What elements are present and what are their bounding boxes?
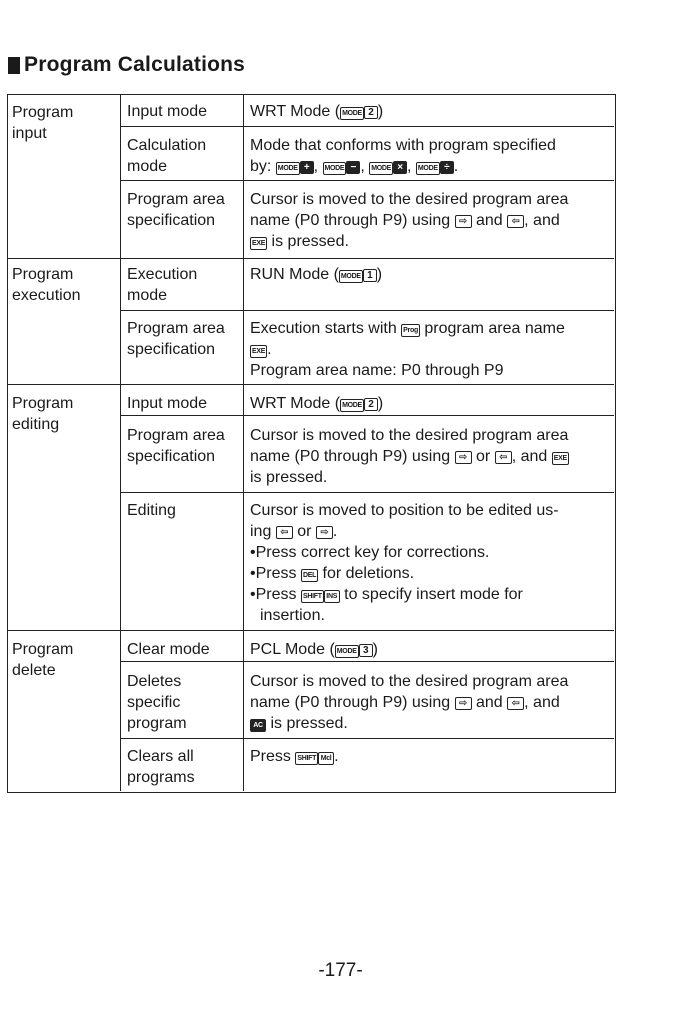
page-title bbox=[8, 53, 245, 77]
plus-key-icon: + bbox=[300, 161, 314, 174]
section-divider bbox=[8, 258, 614, 259]
left-arrow-key-icon: ⇦ bbox=[276, 526, 293, 539]
mode-key-icon: MODE bbox=[340, 107, 364, 120]
column-divider-2 bbox=[243, 95, 244, 791]
page-title-text: Program Calculations bbox=[24, 53, 246, 76]
mode-key-icon: MODE bbox=[276, 162, 300, 175]
right-arrow-key-icon: ⇨ bbox=[316, 526, 333, 539]
del-key-icon: DEL bbox=[301, 569, 318, 582]
mode-key-icon: MODE bbox=[323, 162, 347, 175]
key-2-icon: 2 bbox=[364, 106, 378, 119]
left-arrow-key-icon: ⇦ bbox=[507, 697, 524, 710]
row-divider bbox=[120, 126, 614, 127]
mode-key-icon: MODE bbox=[335, 645, 359, 658]
section-divider bbox=[8, 630, 614, 631]
mode-deletes-specific-program: Deletes specific program bbox=[127, 673, 187, 732]
desc-wrt-mode: WRT Mode ( MODE 2 ) bbox=[250, 103, 384, 120]
mode-key-icon: MODE bbox=[416, 162, 440, 175]
mode-execution-mode: Execution mode bbox=[127, 266, 198, 304]
row-divider bbox=[120, 661, 614, 662]
mode-program-area-spec-edit: Program area specification bbox=[127, 427, 225, 465]
section-label-program-editing: Program editing bbox=[12, 395, 74, 433]
mode-clear-mode: Clear mode bbox=[127, 641, 210, 658]
exe-key-icon: EXE bbox=[250, 345, 267, 358]
mode-program-area-spec: Program area specification bbox=[127, 191, 225, 229]
desc-program-area-spec: Cursor is moved to the desired program area name (P0 through P9) using ⇨ and ⇦ , and EXE is pressed. bbox=[250, 191, 569, 250]
row-divider bbox=[120, 738, 614, 739]
times-key-icon: × bbox=[393, 161, 407, 174]
desc-wrt-mode-edit: WRT Mode ( MODE 2 ) bbox=[250, 395, 384, 412]
title-bullet-icon bbox=[8, 57, 20, 74]
left-arrow-key-icon: ⇦ bbox=[507, 215, 524, 228]
exe-key-icon: EXE bbox=[250, 237, 267, 250]
exe-key-icon: EXE bbox=[552, 452, 569, 465]
shift-key-icon: SHIFT bbox=[301, 590, 324, 603]
mode-editing: Editing bbox=[127, 502, 176, 519]
key-2-icon: 2 bbox=[364, 398, 378, 411]
desc-clears-all-programs: Press SHIFT Mcl . bbox=[250, 748, 339, 765]
mode-key-icon: MODE bbox=[339, 270, 363, 283]
desc-calculation-mode: Mode that conforms with program specified by: MODE + , MODE − , MODE × , MODE ÷ . bbox=[250, 137, 556, 175]
program-calculations-table bbox=[7, 94, 616, 793]
key-3-icon: 3 bbox=[359, 644, 373, 657]
section-label-program-delete: Program delete bbox=[12, 641, 74, 679]
divide-key-icon: ÷ bbox=[440, 161, 454, 174]
mode-input-mode-edit: Input mode bbox=[127, 395, 208, 412]
right-arrow-key-icon: ⇨ bbox=[455, 451, 472, 464]
mode-program-area-spec-exec: Program area specification bbox=[127, 320, 225, 358]
key-1-icon: 1 bbox=[363, 269, 377, 282]
mode-key-icon: MODE bbox=[369, 162, 393, 175]
desc-deletes-specific-program: Cursor is moved to the desired program area name (P0 through P9) using ⇨ and ⇦ , and AC is pressed. bbox=[250, 673, 569, 732]
desc-pcl-mode: PCL Mode ( MODE 3 ) bbox=[250, 641, 378, 658]
left-arrow-key-icon: ⇦ bbox=[495, 451, 512, 464]
desc-editing: Cursor is moved to position to be edited us- ing ⇦ or ⇨ . •Press correct key for corrections. •Press DEL for deletions. •Press SHIFT INS to specify insert mode for insertion. bbox=[250, 502, 559, 624]
page-number: -177- bbox=[318, 960, 363, 981]
desc-run-mode: RUN Mode ( MODE 1 ) bbox=[250, 266, 383, 283]
mode-clears-all-programs: Clears all programs bbox=[127, 748, 195, 786]
right-arrow-key-icon: ⇨ bbox=[455, 697, 472, 710]
row-divider bbox=[120, 415, 614, 416]
mcl-key-icon: Mcl bbox=[318, 752, 334, 765]
ins-key-icon: INS bbox=[324, 590, 340, 603]
section-label-program-execution: Program execution bbox=[12, 266, 81, 304]
row-divider bbox=[120, 492, 614, 493]
minus-key-icon: − bbox=[346, 161, 360, 174]
row-divider bbox=[120, 180, 614, 181]
shift-key-icon: SHIFT bbox=[295, 752, 318, 765]
desc-cursor-moved-edit: Cursor is moved to the desired program area name (P0 through P9) using ⇨ or ⇦ , and EXE is pressed. bbox=[250, 427, 569, 486]
right-arrow-key-icon: ⇨ bbox=[455, 215, 472, 228]
row-divider bbox=[120, 310, 614, 311]
section-divider bbox=[8, 384, 614, 385]
ac-key-icon: AC bbox=[250, 719, 266, 732]
desc-execution-starts: Execution starts with Prog program area name EXE . Program area name: P0 through P9 bbox=[250, 320, 565, 379]
mode-input-mode: Input mode bbox=[127, 103, 208, 120]
section-label-program-input: Program input bbox=[12, 104, 74, 142]
mode-calculation-mode: Calculation mode bbox=[127, 137, 207, 175]
mode-key-icon: MODE bbox=[340, 399, 364, 412]
column-divider-1 bbox=[120, 95, 121, 791]
prog-key-icon: Prog bbox=[401, 324, 420, 337]
